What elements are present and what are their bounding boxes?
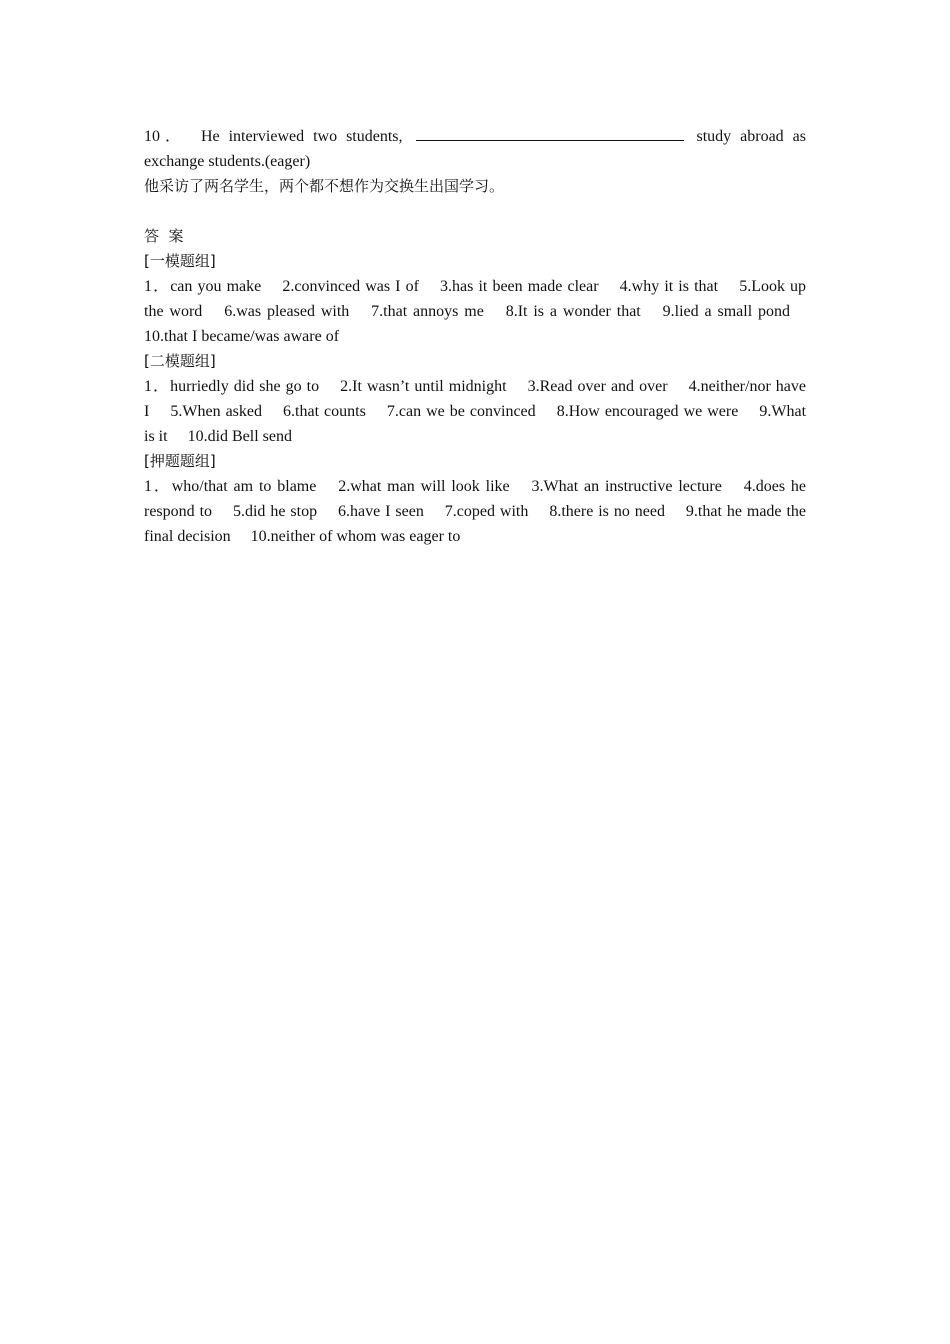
answer-item: 10.did Bell send	[187, 428, 292, 445]
answer-item: 6.was pleased with	[224, 303, 350, 320]
answer-item: 9.What is it	[144, 403, 807, 445]
group-label: [二模题组]	[144, 352, 216, 370]
answer-item: 2.It wasn’t until midnight	[340, 378, 507, 395]
answer-item: 5.Look up the word	[144, 278, 807, 320]
answer-item: 3.Read over and over	[527, 378, 668, 395]
answer-item: 1．who/that am to blame	[144, 478, 317, 495]
question-number: 10．	[144, 128, 186, 145]
answer-item: 5.did he stop	[232, 503, 318, 520]
group-label: [押题题组]	[144, 452, 216, 470]
answers-heading: 答 案	[144, 227, 184, 245]
answer-item: 1．can you make	[144, 278, 262, 295]
answer-item: 3.has it been made clear	[440, 278, 599, 295]
answer-item: 9.that he made the final decision	[144, 503, 807, 545]
answer-item: 8.How encouraged we were	[556, 403, 739, 420]
answer-item: 2.convinced was I of	[282, 278, 419, 295]
group-label: [一模题组]	[144, 252, 216, 270]
answer-item: 9.lied a small pond	[662, 303, 791, 320]
answer-item: 7.coped with	[444, 503, 529, 520]
answer-item: 3.What an instructive lecture	[531, 478, 722, 495]
question-translation: 他采访了两名学生，两个都不想作为交换生出国学习。	[144, 177, 505, 195]
answer-item: 8.there is no need	[549, 503, 665, 520]
answer-item: 7.can we be convinced	[386, 403, 536, 420]
answer-item: 4.neither/nor have I	[144, 378, 807, 420]
spacer	[144, 199, 806, 224]
answer-blank	[416, 124, 684, 141]
answer-item: 6.that counts	[283, 403, 366, 420]
question-text-before: He interviewed two students,	[200, 128, 403, 145]
answer-item: 7.that annoys me	[371, 303, 484, 320]
answer-list-group-1	[144, 274, 806, 349]
answer-item: 5.When asked	[170, 403, 263, 420]
answer-list-group-2	[144, 374, 806, 449]
answer-item: 1．hurriedly did she go to	[144, 378, 320, 395]
answer-item: 4.does he respond to	[144, 478, 807, 520]
document-page	[144, 124, 806, 549]
question-text-after: study abroad as exchange students.(eager)	[144, 128, 806, 170]
answer-item: 10.neither of whom was eager to	[250, 528, 461, 545]
answer-list-group-3	[144, 474, 806, 549]
answer-item: 6.have I seen	[338, 503, 424, 520]
answer-item: 8.It is a wonder that	[505, 303, 641, 320]
answer-item: 4.why it is that	[619, 278, 719, 295]
answer-item: 2.what man will look like	[338, 478, 510, 495]
question-10	[144, 124, 806, 174]
answer-item: 10.that I became/was aware of	[144, 328, 340, 345]
